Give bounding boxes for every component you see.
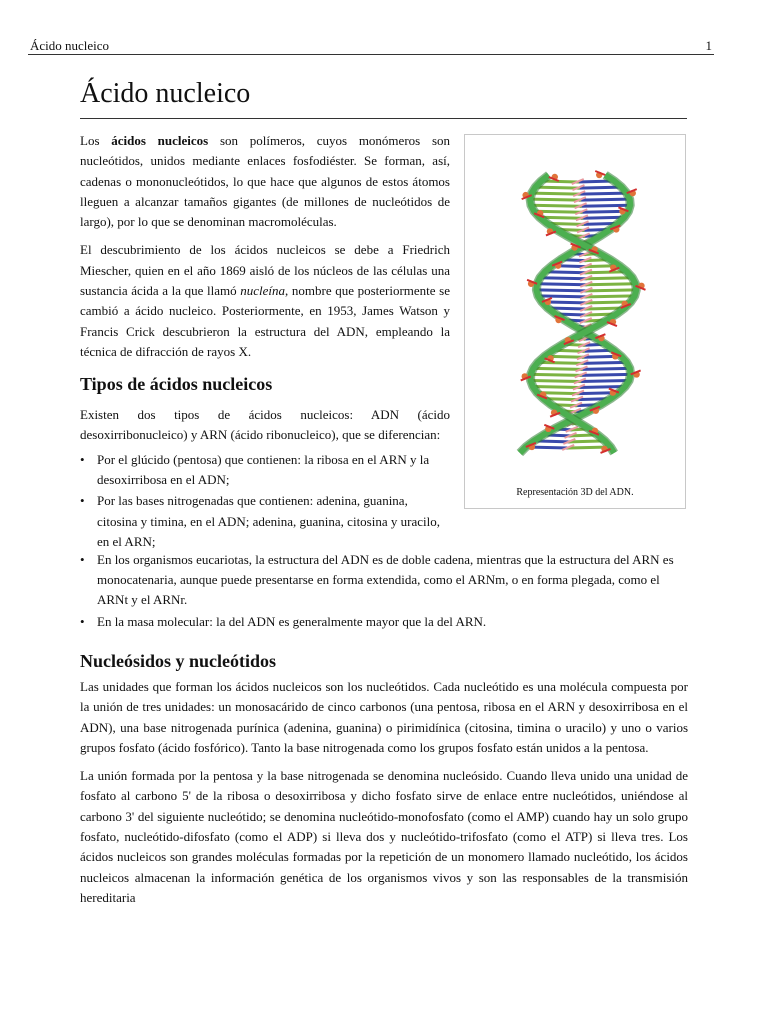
nucleosidos-paragraph-1: Las unidades que forman los ácidos nucleicos son los nucleótidos. Cada nucleótido es una molécula compuesta por la unión de tres unidades: un monosacárido de cinco carbonos (una pentosa, ribosa en el ARN y desoxirribosa en el ADN), una base nitrogenada purínica (adenina, guanina) o pirimidínica (citosina, timina o uracilo) y uno o varios grupos fosfato (ácido fosfórico). Tanto la base nitrogenada como los grupos fosfato están unidos a la pentosa. [80,679,688,755]
dna-atom-100 [531,380,580,381]
dna-atom-10 [530,199,580,200]
intro-paragraph-2 [80,240,450,362]
dna-figure [464,134,686,509]
dna-atom-90 [582,362,626,363]
list-item [80,450,450,490]
title-rule [80,118,687,119]
list-item-text: En la masa molecular: la del ADN es generalmente mayor que la del ARN. [97,613,487,629]
dna-atom-55 [586,290,636,291]
tipos-list-full [80,550,688,633]
dna-atom-99 [580,380,629,381]
dna-atom-6 [579,193,627,194]
intro-paragraph-1 [80,131,450,232]
dna-atom-94 [533,368,581,369]
nucleosidos-body [80,677,688,916]
list-item [80,491,450,552]
header-rule [28,54,714,55]
dna-atom-103 [533,387,579,388]
tipos-section [80,374,450,395]
dna-atom-12 [581,205,631,206]
page-title: Ácido nucleico [80,78,251,109]
intro-p1-pre: Los [80,133,100,148]
nucleosidos-section [80,651,688,672]
intro-p2-pre: El descubrimiento de los ácidos nucleicos se debe a Friedrich Miescher, quien en el año 1869 aisló de los núcleos de las células una sustancia ácida a la que llamó [80,242,450,299]
running-title: Ácido nucleico [30,38,110,53]
dna-atom-97 [531,374,581,375]
bullet: • [80,552,85,567]
tipos-lead: Existen dos tipos de ácidos nucleicos: ADN (ácido desoxirribonucleico) y ARN (ácido ribonucleico), que se diferencian: [80,407,450,443]
dna-atom-57 [538,296,586,297]
tipos-lead-wrap [80,405,450,454]
dna-atom-52 [586,284,635,285]
nucleosidos-paragraph-2: La unión formada por la pentosa y la base nitrogenada se denomina nucleósido. Cuando lleva unido una unidad de fosfato al carbono 5' de la ribosa o desoxirribosa y dicho fosfato sirve de enlace entre nucleótidos, uniéndose al carbono 3' del siguiente nucleótido; se denomina nucleótido-monofosfato (como el AMP) cuando hay un solo grupo fosfato, nucleótido-difosfato (como el ADP) si lleva dos y nucleótido-trifosfato (como el ATP) si lleva tres. Los ácidos nucleicos son grandes moléculas formadas por la repetición de un monomero llamado nucleótido, los ácidos nucleicos almacenan la información genética de los organismos vivos y son las responsables de la transmisión hereditaria [80,768,688,905]
dna-atom-49 [586,278,632,279]
intro-p1-bold: ácidos nucleicos [111,133,209,148]
figure-caption: Representación 3D del ADN. [516,487,634,498]
intro-section [80,131,450,370]
dna-atom-96 [581,374,631,375]
list-item-text: Por las bases nitrogenadas que contienen: adenina, guanina, citosina y timina, en el ADN; adenina, guanina, citosina y uracilo, en el ARN; [97,493,440,549]
page-number: 1 [705,38,712,53]
dna-atom-7 [532,193,580,194]
dna-atom-51 [537,284,586,285]
tipos-list-narrow [80,450,450,553]
dna-atom-91 [538,362,582,363]
dna-atom-58 [586,296,634,297]
nucleosidos-heading: Nucleósidos y nucleótidos [80,651,277,671]
dna-atom-13 [531,205,581,206]
running-header [30,38,712,54]
dna-3d-image [465,135,685,480]
dna-atom-9 [580,199,630,200]
intro-p1-post: son polímeros, cuyos monómeros son nucleótidos, unidos mediante enlaces fosfodiéster. Se forman, así, cadenas o mononucleótidos, lo que hace que algunos de estos átomos lleguen a alcanzar tamaños gigantes (de millones de nucleótidos de largo), por lo que se denominan macromoléculas. [80,133,451,230]
bullet: • [80,613,85,629]
bullet: • [80,493,85,509]
list-item [80,550,688,611]
dna-atom-54 [536,290,586,291]
dna-atom-4 [535,187,578,188]
bullet: • [80,452,85,467]
intro-p2-post: , nombre que posteriormente se cambió a ácido nucleico. Posteriormente, en 1953, James Watson y Francis Crick descubrieron la estructura del ADN, empleando la técnica de difracción de rayos X. [80,283,450,359]
list-item-text: En los organismos eucariotas, la estructura del ADN es de doble cadena, mientras que la estructura del ARN es monocatenaria, aunque puede presentarse en forma extendida, como el ARNm, o en forma plegada, como el ARNt y el ARNr. [97,552,674,608]
dna-atom-48 [540,278,586,279]
list-item-text: Por el glúcido (pentosa) que contienen: la ribosa en el ARN y la desoxirribosa en el ADN; [97,452,430,488]
tipos-heading: Tipos de ácidos nucleicos [80,374,273,394]
list-item [80,612,688,632]
intro-p2-italic: nucleína [240,283,286,299]
dna-atom-93 [581,368,629,369]
